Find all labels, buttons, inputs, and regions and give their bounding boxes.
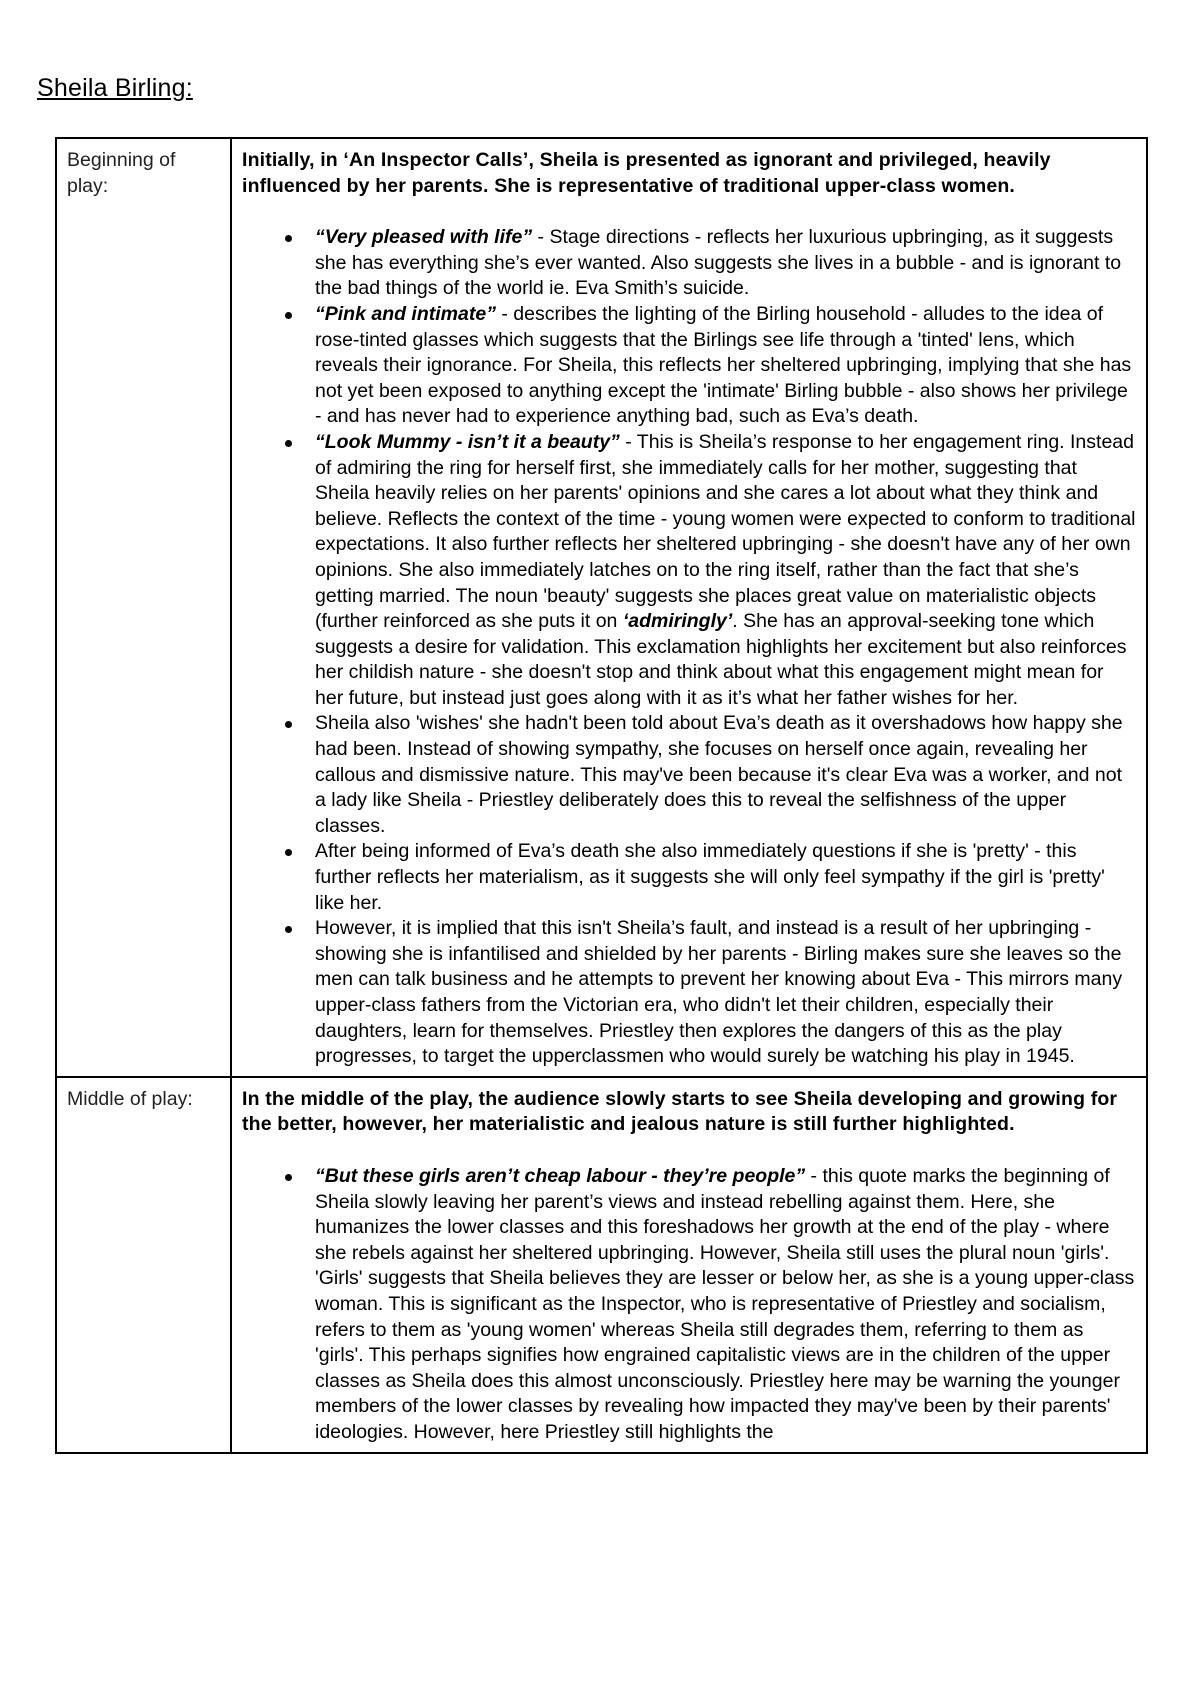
list-item — [315, 430, 1136, 712]
bullet-list — [242, 1164, 1136, 1446]
row-content-middle — [231, 1077, 1147, 1453]
analysis-table — [55, 137, 1148, 1454]
quote-text: “Very pleased with life” — [315, 226, 533, 249]
row-content-beginning — [231, 138, 1147, 1077]
quote-text: “But these girls aren’t cheap labour - they’re people” — [315, 1164, 806, 1187]
list-item — [315, 839, 1136, 916]
row-label-beginning: Beginning of play: — [56, 138, 231, 1077]
row-label-middle: Middle of play: — [56, 1077, 231, 1453]
analysis-text: - this quote marks the beginning of Sheila slowly leaving her parent’s views and instead rebelling against them. Here, she humanizes the lower classes and this foreshadows her growth at the end of the play - where she rebels against her sheltered upbringing. However, Sheila still uses the plural noun 'girls'. 'Girls' suggests that Sheila believes they are lesser or below her, as she is a young upper-class woman. This is significant as the Inspector, who is representative of Priestley and socialism, refers to them as 'young women' whereas Sheila still degrades them, referring to them as 'girls'. This perhaps signifies how engrained capitalistic views are in the children of the upper classes as Sheila does this almost unconsciously. Priestley here may be warning the younger members of the lower classes by revealing how impacted they may've been by their parents' ideologies. However, here Priestley still highlights the — [315, 1164, 1135, 1443]
list-item — [315, 711, 1136, 839]
list-item — [315, 916, 1136, 1070]
list-item — [315, 302, 1136, 430]
analysis-text: However, it is implied that this isn't Sheila’s fault, and instead is a result of her upbringing - showing she is infantilised and shielded by her parents - Birling makes sure she leaves so the men can talk business and he attempts to prevent her knowing about Eva - This mirrors many upper-class fathers from the Victorian era, who didn't let their children, especially their daughters, learn for themselves. Priestley then explores the dangers of this as the play progresses, to target the upperclassmen who would surely be watching his play in 1945. — [315, 917, 1123, 1068]
analysis-text: After being informed of Eva’s death she also immediately questions if she is 'pretty' - this further reflects her materialism, as it suggests she will only feel sympathy if the girl is 'pretty' like her. — [315, 840, 1105, 914]
page-title: Sheila Birling: — [37, 74, 193, 102]
analysis-text: - Stage directions - reflects her luxurious upbringing, as it suggests she has everything she’s ever wanted. Also suggests she lives in a bubble - and is ignorant to the bad things of the world ie. Eva Smith’s suicide. — [315, 226, 1122, 300]
analysis-text: . She has an approval-seeking tone which suggests a desire for validation. This exclamation highlights her excitement but also reinforces her childish nature - she doesn't stop and think about what this engagement might mean for her future, but instead just goes along with it as it’s what her father wishes for her. — [315, 610, 1127, 709]
bullet-list — [242, 225, 1136, 1070]
section-summary: In the middle of the play, the audience slowly starts to see Sheila developing and growing for the better, however, her materialistic and jealous nature is still further highlighted. — [242, 1087, 1118, 1136]
quote-text: “Pink and intimate” — [315, 302, 496, 325]
list-item — [315, 1164, 1136, 1446]
list-item — [315, 225, 1136, 302]
table-row-beginning — [56, 138, 1147, 1077]
quote-text: ‘admiringly’ — [622, 610, 733, 633]
quote-text: “Look Mummy - isn’t it a beauty” — [315, 430, 620, 453]
analysis-text: - describes the lighting of the Birling household - alludes to the idea of rose-tinted glasses which suggests that the Birlings see life through a 'tinted' lens, which reveals their ignorance. For Sheila, this reflects her sheltered upbringing, implying that she has not yet been exposed to anything except the 'intimate' Birling bubble - also shows her privilege - and has never had to experience anything bad, such as Eva’s death. — [315, 302, 1132, 428]
analysis-text: Sheila also 'wishes' she hadn't been told about Eva’s death as it overshadows how happy she had been. Instead of showing sympathy, she focuses on herself once again, revealing her callous and dismissive nature. This may've been because it's clear Eva was a worker, and not a lady like Sheila - Priestley deliberately does this to reveal the selfishness of the upper classes. — [315, 712, 1123, 837]
section-summary: Initially, in ‘An Inspector Calls’, Sheila is presented as ignorant and privileged, heavily influenced by her parents. She is representative of traditional upper-class women. — [242, 149, 1051, 197]
analysis-text: - This is Sheila’s response to her engagement ring. Instead of admiring the ring for herself first, she immediately calls for her mother, suggesting that Sheila heavily relies on her parents' opinions and she cares a lot about what they think and believe. Reflects the context of the time - young women were expected to conform to traditional expectations. It also further reflects her sheltered upbringing - she doesn't have any of her own opinions. She also immediately latches on to the ring itself, rather than the fact that she’s getting married. The noun 'beauty' suggests she places great value on materialistic objects (further reinforced as she puts it on — [315, 430, 1136, 633]
table-row-middle — [56, 1077, 1147, 1453]
